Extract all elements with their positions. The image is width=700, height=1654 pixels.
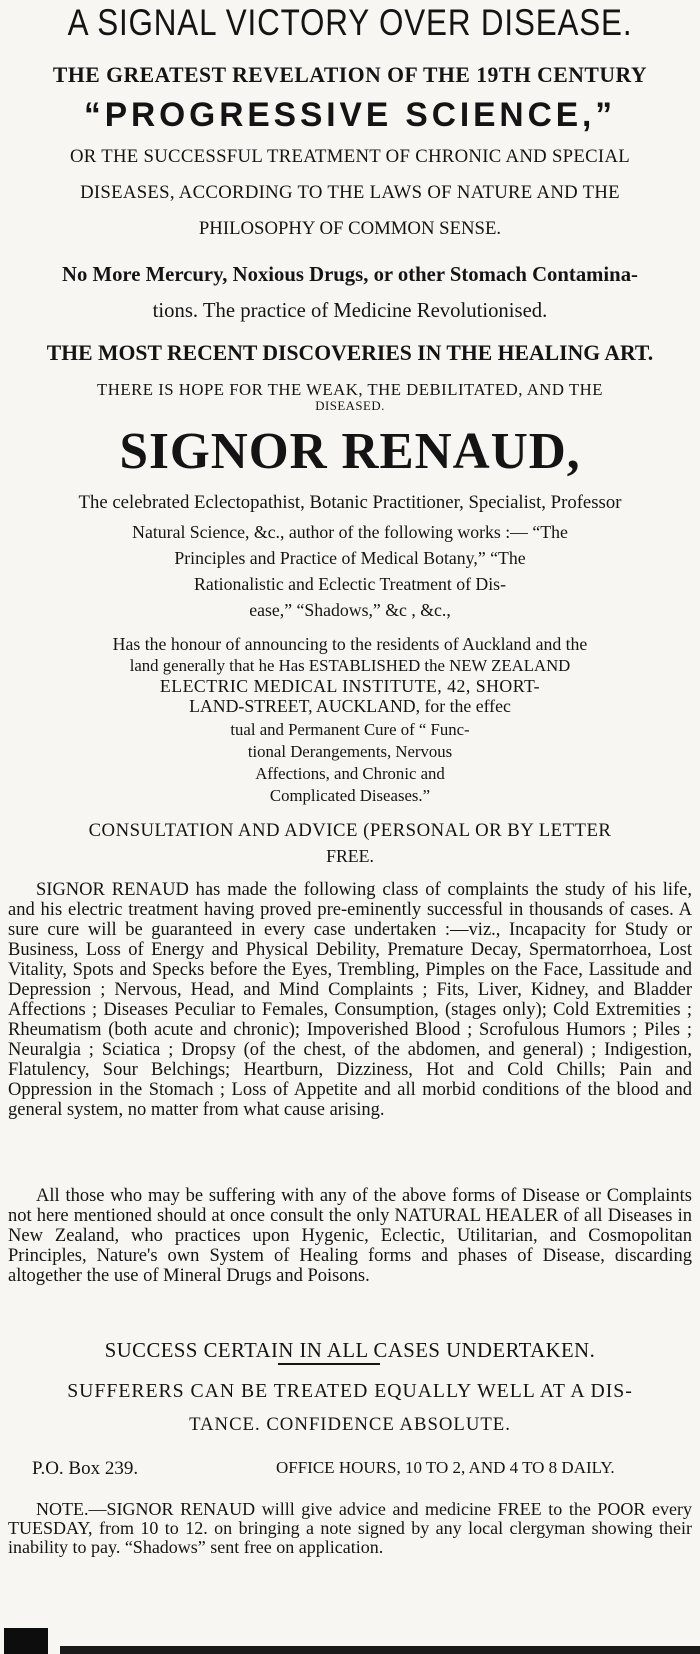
success-underline [278,1363,380,1365]
announcement-line-2: land generally that he Has ESTABLISHED the NEW ZEALAND [129,656,571,675]
announcement-line-1: Has the honour of announcing to the residents of Auckland and the [112,634,588,654]
torn-edge [60,1646,700,1654]
practitioner-name: SIGNOR RENAUD, [119,423,581,480]
announcement-line-5: tual and Permanent Cure of “ Func- [230,720,470,739]
credentials-line-4: Rationalistic and Eclectic Treatment of Dis- [193,574,507,594]
note-paragraph: NOTE.—SIGNOR RENAUD willl give advice and medicine FREE to the POOR every TUESDAY, from 10 to 12. on bringing a note signed by any local clergyman showing their inability to pay. “Shadows” sent free on application. [8,1499,692,1557]
credentials-line-1: The celebrated Eclectopathist, Botanic Practitioner, Specialist, Professor [78,492,622,513]
distance-line-2: TANCE. CONFIDENCE ABSOLUTE. [189,1414,511,1435]
ink-smudge [4,1628,48,1654]
discoveries-line: THE MOST RECENT DISCOVERIES IN THE HEALING ART. [46,340,654,365]
consultation-line-1: CONSULTATION AND ADVICE (PERSONAL OR BY LETTER [88,820,612,841]
hope-line-2: DISEASED. [315,398,385,413]
consultation-line-2: FREE. [326,846,374,866]
po-box: P.O. Box 239. [32,1458,139,1479]
credentials-line-3: Principles and Practice of Medical Botany,” “The [174,548,526,568]
revelation-line: THE GREATEST REVELATION OF THE 19TH CENTURY [52,62,648,87]
subtitle-line-1: OR THE SUCCESSFUL TREATMENT OF CHRONIC AND SPECIAL [69,146,631,167]
distance-line-1: SUFFERERS CAN BE TREATED EQUALLY WELL AT A DIS- [67,1380,633,1402]
announcement-line-7: Affections, and Chronic and [255,764,445,783]
subtitle-line-3: PHILOSOPHY OF COMMON SENSE. [198,218,502,239]
headline: A SIGNAL VICTORY OVER DISEASE. [67,2,633,43]
announcement-line-8: Complicated Diseases.” [269,786,431,805]
announcement-line-6: tional Derangements, Nervous [247,742,453,761]
office-hours: OFFICE HOURS, 10 TO 2, AND 4 TO 8 DAILY. [276,1458,615,1477]
announcement-line-3: ELECTRIC MEDICAL INSTITUTE, 42, SHORT- [159,676,541,696]
mercury-line-1: No More Mercury, Noxious Drugs, or other Stomach Contamina- [62,262,638,286]
credentials-line-2: Natural Science, &c., author of the following works :— “The [132,522,568,542]
progressive-science-title: “PROGRESSIVE SCIENCE,” [83,96,616,134]
credentials-line-5: ease,” “Shadows,” &c , &c., [249,600,451,620]
natural-healer-paragraph: All those who may be suffering with any of the above forms of Disease or Complaints not here mentioned should at once consult the only NATURAL HEALER of all Diseases in New Zealand, who practices upon Hygenic, Eclectic, Utilitarian, and Cosmopolitan Principles, Nature's own System of Healing forms and phases of Disease, discarding altogether the use of Mineral Drugs and Poisons. [8,1186,692,1286]
mercury-line-2: tions. The practice of Medicine Revolutionised. [152,298,548,322]
subtitle-line-2: DISEASES, ACCORDING TO THE LAWS OF NATURE AND THE [80,182,620,203]
announcement-line-4: LAND-STREET, AUCKLAND, for the effec [189,696,511,716]
complaints-paragraph: SIGNOR RENAUD has made the following class of complaints the study of his life, and his electric treatment having proved pre-eminently successful in thousands of cases. A sure cure will be guaranteed in every case undertaken :—viz., Incapacity for Study or Business, Loss of Energy and Physical Debility, Premature Decay, Spermatorrhoea, Lost Vitality, Spots and Specks before the Eyes, Trembling, Pimples on the Face, Lassitude and Depression ; Nervous, Head, and Mind Complaints ; Fits, Liver, Kidney, and Bladder Affections ; Diseases Peculiar to Females, Consumption, (stages only); Cold Extremities ; Rheumatism (both acute and chronic); Impoverished Blood ; Scrofulous Humors ; Piles ; Neuralgia ; Sciatica ; Dropsy (of the chest, of the abdomen, and general) ; Indigestion, Flatulency, Sour Belchings; Heartburn, Dizziness, Hot and Cold Chills; Pain and Oppression in the Stomach ; Loss of Appetite and all morbid conditions of the blood and general system, no matter from what cause arising. [8,880,692,1120]
hope-line-1: THERE IS HOPE FOR THE WEAK, THE DEBILITATED, AND THE [97,380,603,399]
success-line: SUCCESS CERTAIN IN ALL CASES UNDERTAKEN. [104,1338,596,1362]
